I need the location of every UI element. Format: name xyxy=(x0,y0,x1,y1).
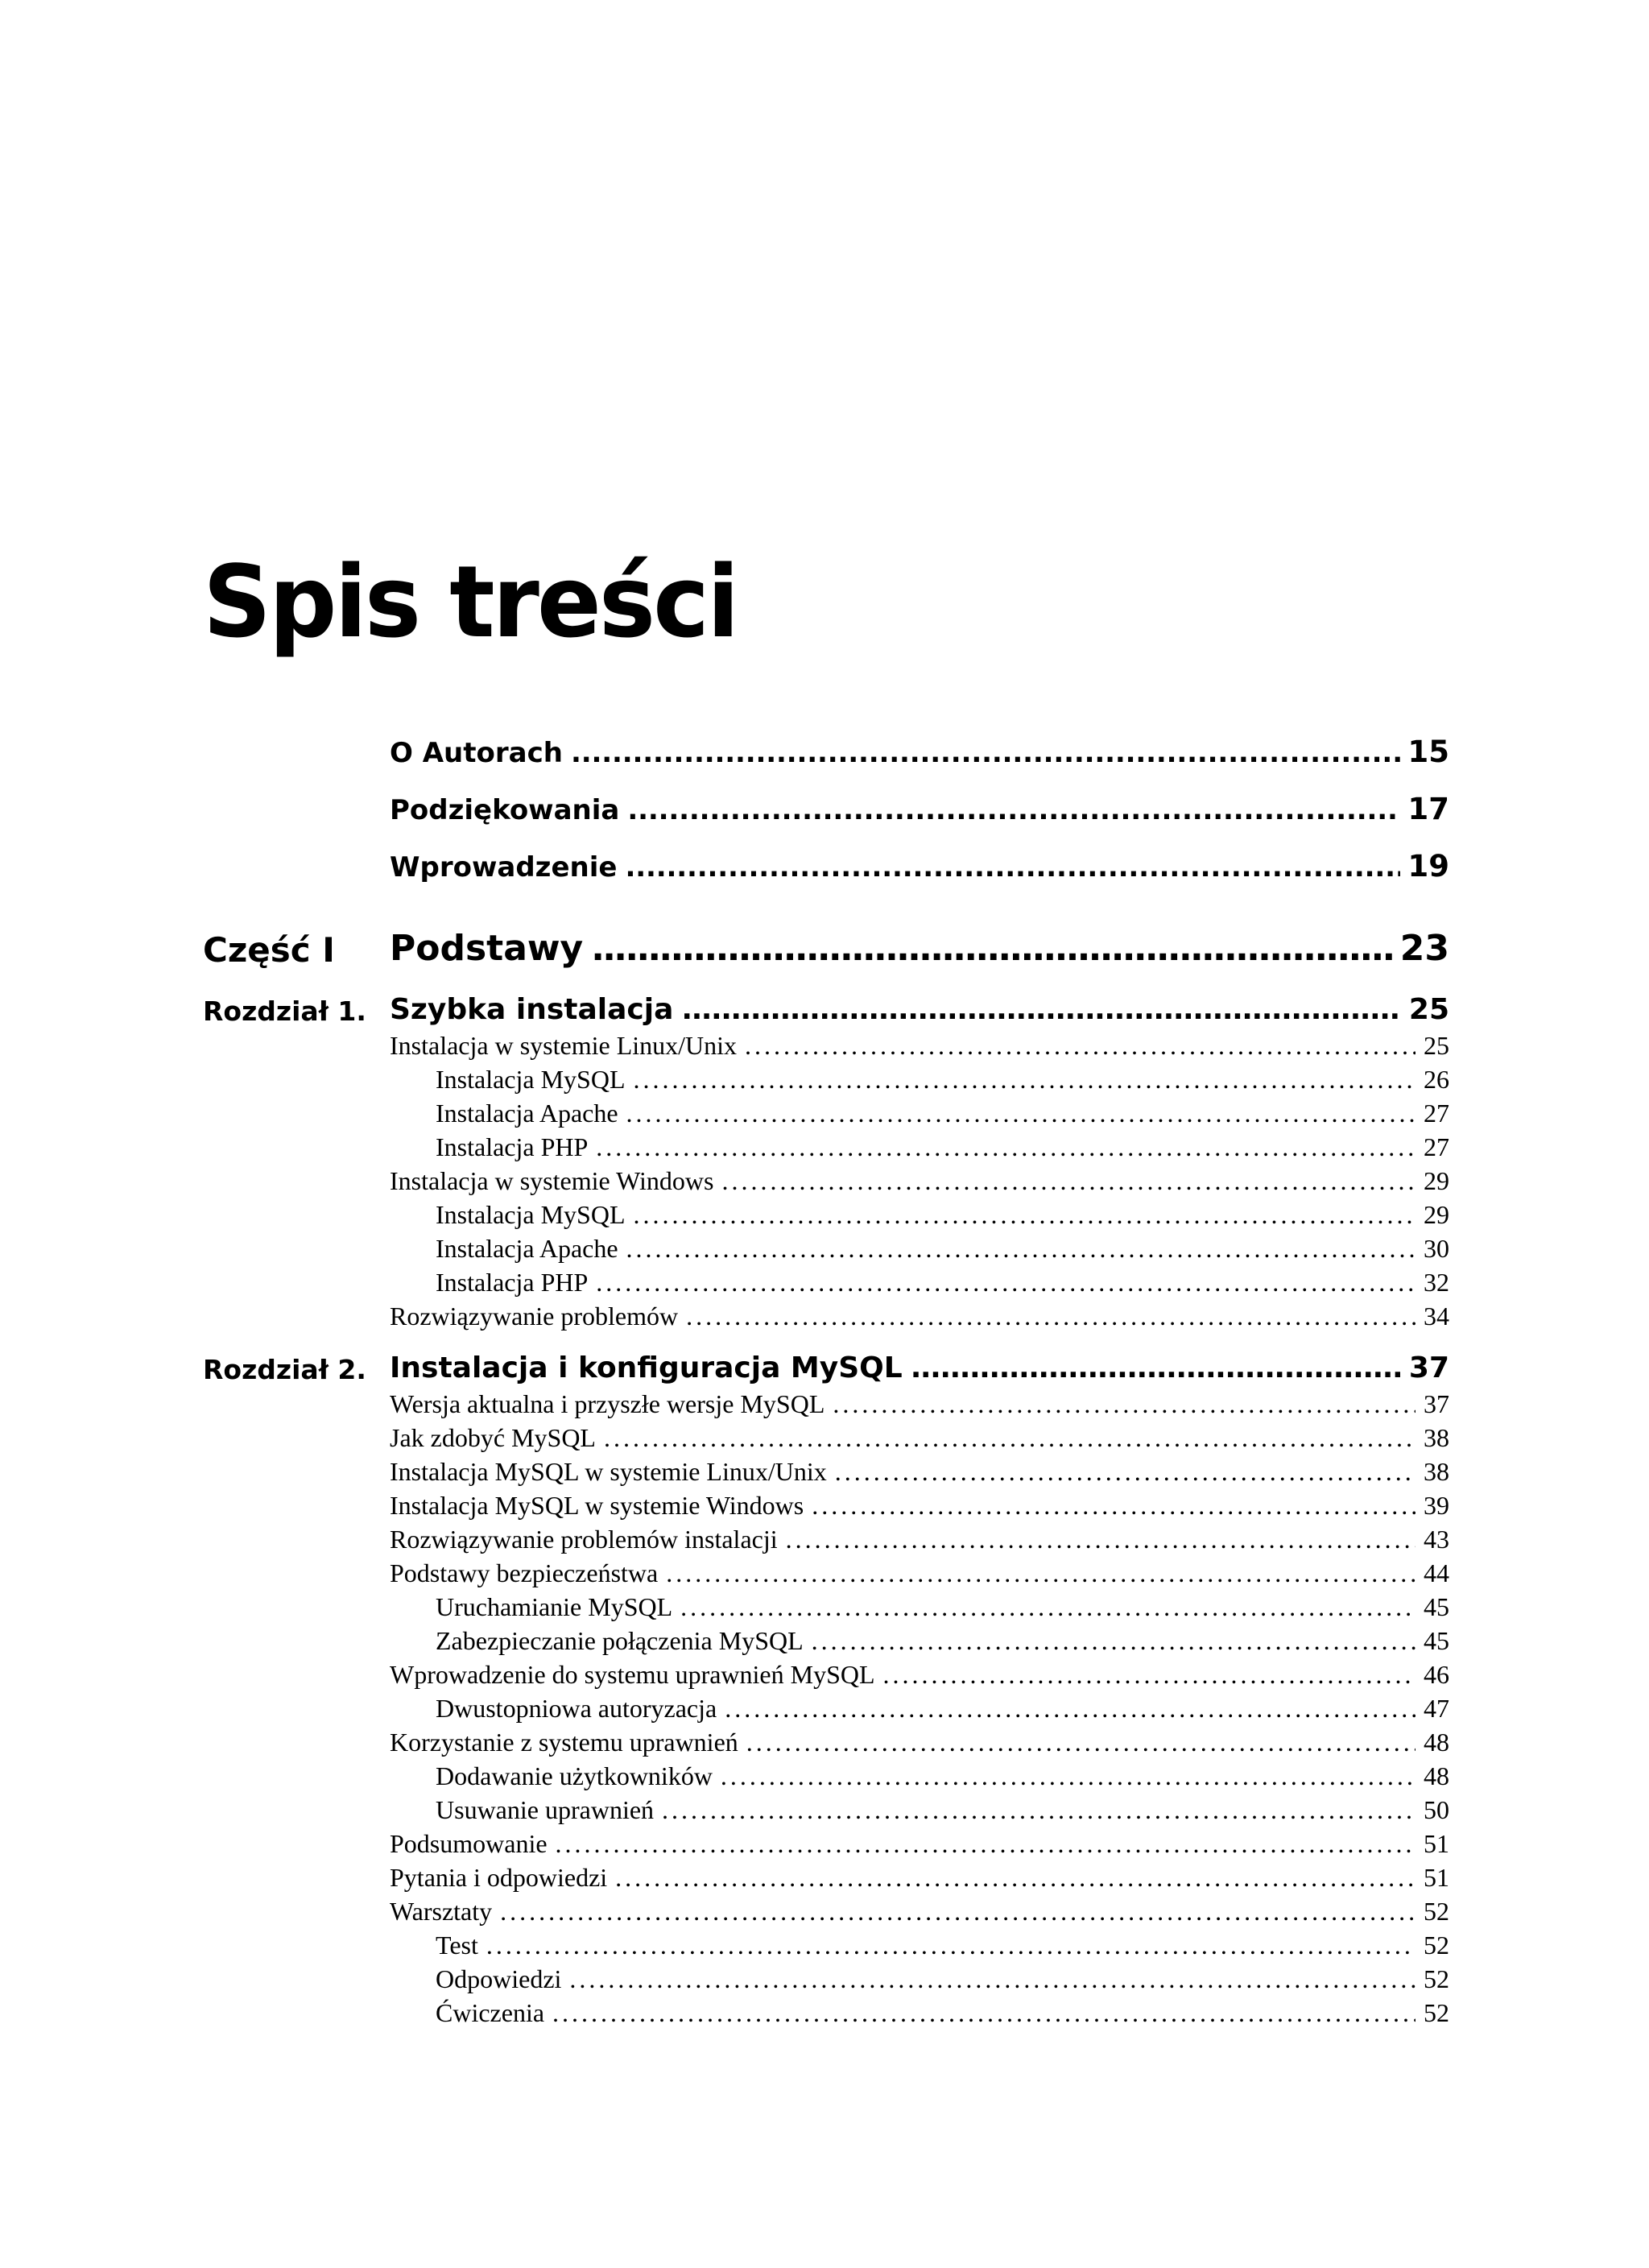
dot-leader xyxy=(721,1166,1415,1196)
toc-subsection-entry[interactable] xyxy=(436,1132,1449,1162)
toc-section-entry[interactable] xyxy=(390,1031,1449,1061)
section-page: 39 xyxy=(1424,1491,1449,1520)
toc-section-entry[interactable] xyxy=(390,1166,1449,1196)
toc-subsection-entry[interactable] xyxy=(436,1761,1449,1791)
section-page: 51 xyxy=(1424,1863,1449,1892)
dot-leader xyxy=(552,1998,1415,2028)
chapter-label: Rozdział 2. xyxy=(203,1354,366,1385)
toc-subsection-entry[interactable] xyxy=(436,1200,1449,1230)
section-title: Rozwiązywanie problemów xyxy=(390,1302,679,1331)
toc-entry-podziekowania[interactable] xyxy=(390,792,1449,826)
dot-leader xyxy=(627,794,1399,826)
toc-entry-page: 17 xyxy=(1407,792,1449,826)
dot-leader xyxy=(911,1351,1401,1384)
section-title: Test xyxy=(436,1931,478,1960)
dot-leader xyxy=(591,928,1392,969)
section-page: 37 xyxy=(1424,1389,1449,1418)
section-page: 38 xyxy=(1424,1457,1449,1486)
chapter-title: Szybka instalacja xyxy=(390,993,674,1026)
dot-leader xyxy=(680,1592,1415,1622)
toc-subsection-entry[interactable] xyxy=(436,1234,1449,1264)
section-page: 27 xyxy=(1424,1099,1449,1128)
toc-subsection-entry[interactable] xyxy=(436,1964,1449,1994)
section-title: Ćwiczenia xyxy=(436,1998,545,2027)
section-title: Zabezpieczanie połączenia MySQL xyxy=(436,1626,804,1655)
dot-leader xyxy=(681,993,1401,1026)
dot-leader xyxy=(500,1897,1415,1927)
toc-section-entry[interactable] xyxy=(390,1660,1449,1690)
dot-leader xyxy=(662,1795,1415,1825)
toc-section-entry[interactable] xyxy=(390,1525,1449,1554)
section-title: Korzystanie z systemu uprawnień xyxy=(390,1728,738,1757)
section-title: Podstawy bezpieczeństwa xyxy=(390,1558,659,1587)
section-page: 51 xyxy=(1424,1829,1449,1858)
section-title: Odpowiedzi xyxy=(436,1964,562,1993)
chapter-title: Instalacja i konfiguracja MySQL xyxy=(390,1351,903,1384)
toc-section-entry[interactable] xyxy=(390,1302,1449,1331)
section-page: 52 xyxy=(1424,1931,1449,1960)
section-page: 48 xyxy=(1424,1761,1449,1790)
section-page: 52 xyxy=(1424,1998,1449,2027)
section-title: Instalacja MySQL xyxy=(436,1200,626,1229)
section-page: 27 xyxy=(1424,1132,1449,1161)
toc-subsection-entry[interactable] xyxy=(436,1998,1449,2028)
dot-leader xyxy=(615,1863,1415,1893)
toc-entry-title: O Autorach xyxy=(390,737,563,769)
section-page: 38 xyxy=(1424,1423,1449,1452)
section-title: Instalacja PHP xyxy=(436,1268,589,1297)
chapter-label: Rozdział 1. xyxy=(203,995,366,1027)
dot-leader xyxy=(569,1964,1415,1994)
dot-leader xyxy=(634,1200,1416,1230)
dot-leader xyxy=(571,737,1400,769)
section-page: 30 xyxy=(1424,1234,1449,1263)
section-title: Podsumowanie xyxy=(390,1829,548,1858)
section-title: Instalacja w systemie Windows xyxy=(390,1166,714,1195)
chapter-page: 37 xyxy=(1408,1351,1449,1384)
toc-section-entry[interactable] xyxy=(390,1897,1449,1927)
section-page: 45 xyxy=(1424,1626,1449,1655)
toc-section-entry[interactable] xyxy=(390,1389,1449,1419)
toc-subsection-entry[interactable] xyxy=(436,1065,1449,1095)
toc-entry-title: Wprowadzenie xyxy=(390,851,618,884)
dot-leader xyxy=(556,1829,1415,1859)
dot-leader xyxy=(626,1099,1415,1128)
dot-leader xyxy=(812,1626,1415,1656)
section-page: 43 xyxy=(1424,1525,1449,1554)
section-title: Uruchamianie MySQL xyxy=(436,1592,673,1621)
toc-subsection-entry[interactable] xyxy=(436,1694,1449,1724)
toc-entry-wprowadzenie[interactable] xyxy=(390,849,1449,884)
dot-leader xyxy=(833,1389,1415,1419)
toc-subsection-entry[interactable] xyxy=(436,1268,1449,1297)
toc-section-entry[interactable] xyxy=(390,1728,1449,1757)
section-page: 47 xyxy=(1424,1694,1449,1723)
toc-entry-title: Podziękowania xyxy=(390,794,620,826)
section-title: Dodawanie użytkowników xyxy=(436,1761,713,1790)
section-title: Wprowadzenie do systemu uprawnień MySQL xyxy=(390,1660,875,1689)
section-page: 25 xyxy=(1424,1031,1449,1060)
dot-leader xyxy=(883,1660,1415,1690)
toc-entry-page: 19 xyxy=(1407,849,1449,884)
dot-leader xyxy=(625,851,1399,884)
section-title: Wersja aktualna i przyszłe wersje MySQL xyxy=(390,1389,825,1418)
toc-entry-page: 15 xyxy=(1407,735,1449,769)
section-page: 46 xyxy=(1424,1660,1449,1689)
dot-leader xyxy=(486,1931,1415,1960)
section-page: 32 xyxy=(1424,1268,1449,1297)
dot-leader xyxy=(666,1558,1415,1588)
dot-leader xyxy=(626,1234,1415,1264)
toc-chapter-entry[interactable] xyxy=(390,1351,1449,1384)
section-title: Instalacja MySQL w systemie Windows xyxy=(390,1491,804,1520)
toc-subsection-entry[interactable] xyxy=(436,1592,1449,1622)
section-page: 34 xyxy=(1424,1302,1449,1331)
dot-leader xyxy=(786,1525,1415,1554)
section-title: Pytania i odpowiedzi xyxy=(390,1863,608,1892)
chapter-page: 25 xyxy=(1408,993,1449,1026)
section-title: Instalacja Apache xyxy=(436,1234,618,1263)
section-page: 44 xyxy=(1424,1558,1449,1587)
section-page: 52 xyxy=(1424,1964,1449,1993)
section-title: Jak zdobyć MySQL xyxy=(390,1423,596,1452)
toc-subsection-entry[interactable] xyxy=(436,1931,1449,1960)
toc-part-entry[interactable] xyxy=(390,928,1449,969)
section-title: Instalacja PHP xyxy=(436,1132,589,1161)
part-page: 23 xyxy=(1399,928,1449,969)
section-title: Dwustopniowa autoryzacja xyxy=(436,1694,717,1723)
toc-subsection-entry[interactable] xyxy=(436,1795,1449,1825)
toc-section-entry[interactable] xyxy=(390,1558,1449,1588)
section-page: 45 xyxy=(1424,1592,1449,1621)
dot-leader xyxy=(604,1423,1415,1453)
dot-leader xyxy=(812,1491,1415,1521)
toc-section-entry[interactable] xyxy=(390,1457,1449,1487)
toc-subsection-entry[interactable] xyxy=(436,1626,1449,1656)
dot-leader xyxy=(746,1728,1415,1757)
part-title: Podstawy xyxy=(390,928,584,969)
dot-leader xyxy=(634,1065,1416,1095)
section-page: 29 xyxy=(1424,1200,1449,1229)
section-title: Instalacja MySQL w systemie Linux/Unix xyxy=(390,1457,827,1486)
dot-leader xyxy=(725,1694,1415,1724)
dot-leader xyxy=(745,1031,1415,1061)
dot-leader xyxy=(596,1268,1415,1297)
toc-entry-o-autorach[interactable] xyxy=(390,735,1449,769)
page-title: Spis treści xyxy=(203,544,738,660)
toc-section-entry[interactable] xyxy=(390,1863,1449,1893)
toc-subsection-entry[interactable] xyxy=(436,1099,1449,1128)
section-page: 26 xyxy=(1424,1065,1449,1094)
section-title: Instalacja MySQL xyxy=(436,1065,626,1094)
dot-leader xyxy=(721,1761,1415,1791)
part-label: Część I xyxy=(203,930,335,970)
toc-chapter-entry[interactable] xyxy=(390,993,1449,1026)
toc-section-entry[interactable] xyxy=(390,1491,1449,1521)
section-page: 52 xyxy=(1424,1897,1449,1926)
section-title: Instalacja Apache xyxy=(436,1099,618,1128)
section-title: Instalacja w systemie Linux/Unix xyxy=(390,1031,738,1060)
section-title: Warsztaty xyxy=(390,1897,493,1926)
toc-section-entry[interactable] xyxy=(390,1423,1449,1453)
section-page: 48 xyxy=(1424,1728,1449,1757)
section-title: Rozwiązywanie problemów instalacji xyxy=(390,1525,778,1554)
dot-leader xyxy=(686,1302,1415,1331)
toc-section-entry[interactable] xyxy=(390,1829,1449,1859)
section-page: 29 xyxy=(1424,1166,1449,1195)
section-title: Usuwanie uprawnień xyxy=(436,1795,655,1824)
section-page: 50 xyxy=(1424,1795,1449,1824)
dot-leader xyxy=(835,1457,1415,1487)
dot-leader xyxy=(596,1132,1415,1162)
